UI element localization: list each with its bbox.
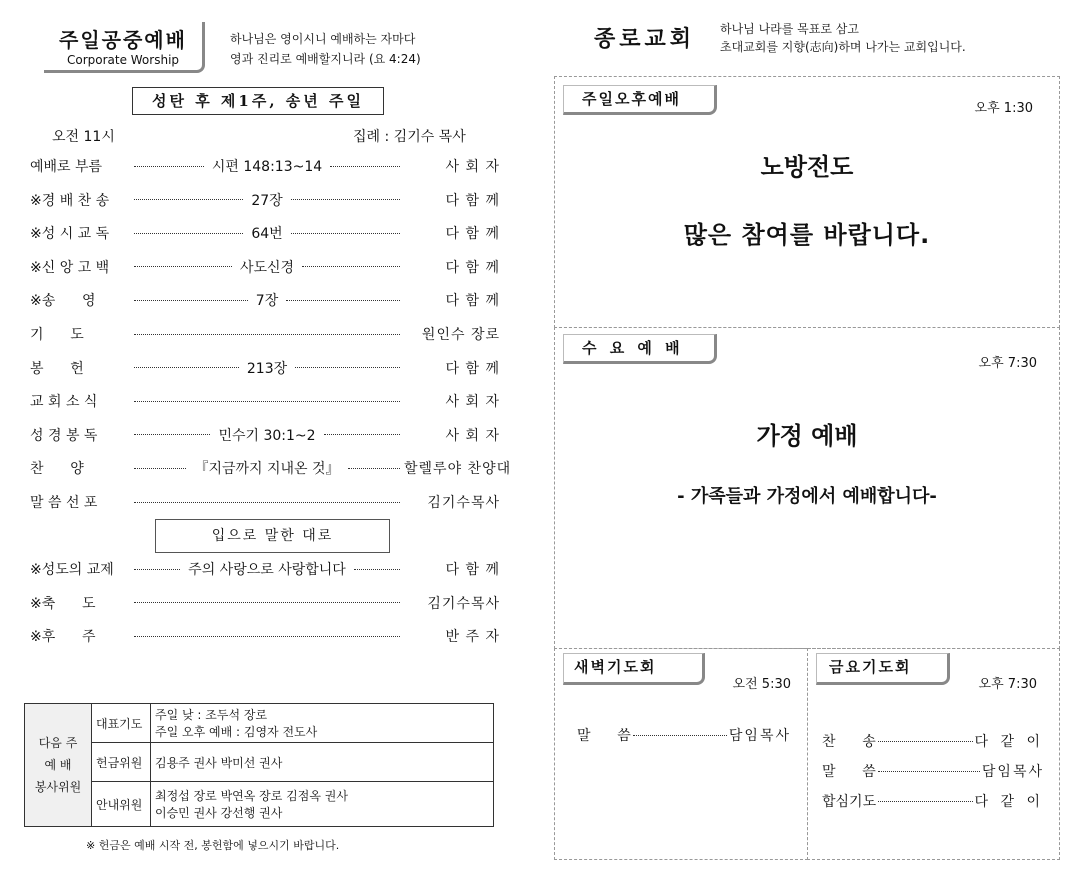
order-row [30,491,500,513]
friday-label-tab [816,653,950,685]
role-usher: 안내위원 [92,782,151,827]
afternoon-line-2: 많은 참여를 바랍니다. [683,221,931,249]
order-label: 말 씀 선 포 [30,495,98,511]
church-name: 종로교회 [594,26,696,52]
next-week-label-3: 봉사위원 [34,780,82,794]
order-label: ※성 시 교 독 [30,226,110,243]
role-offering: 헌금위원 [92,743,151,782]
order-row [30,189,500,211]
order-label: ※후 주 [30,629,96,646]
order-row [30,155,500,177]
order-row [30,558,500,580]
order-label: 기 도 [30,327,84,343]
order-label: 성 경 봉 독 [30,427,98,444]
order-leader: 다 함 께 [445,293,500,310]
motto-line-2: 초대교회를 지향(志向)하며 나가는 교회입니다. [720,40,966,54]
wednesday-line-1: 가정 예배 [756,422,858,450]
order-row [30,625,500,647]
order-row [30,323,500,345]
role-prayer-names [151,704,494,743]
next-week-label [25,704,92,827]
dot-leader [633,735,727,736]
order-label: 봉 헌 [30,360,84,377]
friday-time: 오후 7:30 [978,677,1037,692]
dawn-label: 새벽기도회 [574,658,657,676]
afternoon-line-1: 노방전도 [760,153,854,181]
order-leader: 할렐루야 찬양대 [404,461,512,478]
next-week-label-2: 예 배 [44,758,72,772]
order-row [30,592,500,614]
order-label: ※신 앙 고 백 [30,259,110,276]
order-row [30,457,512,479]
dot-leader [130,257,404,277]
order-leader: 다 함 께 [445,226,500,243]
dot-leader [878,771,980,772]
prayer-line-2: 주일 오후 예배 : 김영자 전도사 [155,725,318,739]
order-row [30,222,500,244]
service-time: 오전 11시 [52,129,115,145]
dot-leader [130,458,404,478]
order-detail: 주의 사랑으로 사랑합니다 [188,562,346,578]
order-leader: 다 함 께 [445,192,500,209]
dawn-label-tab [563,653,705,685]
usher-line-2: 이승민 권사 강선행 권사 [155,806,283,820]
title-en: Corporate Worship [66,53,180,67]
friday-item [822,731,1044,751]
order-detail: 『지금까지 지내온 것』 [194,461,340,478]
order-detail: 213장 [246,360,288,377]
dot-leader [878,741,973,742]
role-prayer: 대표기도 [92,704,151,743]
dot-leader [130,425,404,445]
order-row [30,424,500,446]
order-label: 교 회 소 식 [30,394,98,411]
offering-note: ※ 헌금은 예배 시작 전, 봉헌함에 넣으시기 바랍니다. [86,839,340,852]
wednesday-label-tab [563,334,717,364]
wednesday-line-2: - 가족들과 가정에서 예배합니다- [677,486,937,507]
friday-panel [807,648,1060,860]
dot-leader [130,190,404,210]
order-detail: 7장 [255,293,279,310]
afternoon-label-tab [563,85,717,115]
friday-item-who: 다 같 이 [974,794,1044,810]
next-week-table [24,703,494,827]
dot-leader [130,502,404,503]
verse-line-1: 하나님은 영이시니 예배하는 자마다 [230,32,416,46]
order-row [30,390,500,412]
afternoon-panel [554,76,1060,328]
title-tab [44,22,205,73]
role-offering-names: 김용주 권사 박미선 권사 [151,743,494,782]
friday-item-who: 담임목사 [981,764,1044,780]
order-label: 예배로 부름 [30,159,103,175]
order-row [30,289,500,311]
dawn-time: 오전 5:30 [732,677,791,692]
friday-item [822,761,1044,781]
presider: 집례 : 김기수 목사 [353,129,466,145]
wednesday-panel [554,327,1060,649]
dawn-item [577,725,791,745]
dot-leader [130,602,404,603]
order-leader: 사 회 자 [445,394,500,411]
dot-leader [130,223,404,243]
dot-leader [130,156,404,176]
title-ko: 주일공중예배 [59,28,187,52]
next-week-label-1: 다음 주 [38,736,78,750]
order-leader: 김기수목사 [427,595,500,612]
afternoon-time: 오후 1:30 [974,101,1033,116]
usher-line-1: 최정섭 장로 박연옥 장로 김점옥 권사 [155,789,348,803]
dot-leader [130,636,404,637]
order-leader: 다 함 께 [445,259,500,276]
order-label: 찬 양 [30,461,84,478]
dawn-panel [554,648,808,860]
order-label: ※송 영 [30,293,96,310]
verse-line-2: 영과 진리로 예배할지니라 (요 4:24) [230,52,421,66]
order-leader: 다 함 께 [445,562,500,578]
sunday-title: 성탄 후 제1주, 송년 주일 [132,87,384,115]
order-row [30,256,500,278]
dot-leader [130,401,404,402]
order-detail: 27장 [251,192,283,209]
dawn-item-label: 말 씀 [577,728,631,744]
dot-leader [130,290,404,310]
order-leader: 김기수목사 [427,495,500,511]
wednesday-label: 수 요 예 배 [582,339,684,357]
order-detail: 64번 [251,226,283,243]
friday-label: 금요기도회 [829,658,912,676]
order-leader: 사 회 자 [445,427,500,444]
order-detail: 사도신경 [239,259,295,276]
role-usher-names [151,782,494,827]
prayer-line-1: 주일 낮 : 조두석 장로 [155,708,268,722]
dot-leader [130,334,404,335]
friday-item-label: 찬 송 [822,734,876,750]
friday-item-label: 말 씀 [822,764,876,780]
order-leader: 반 주 자 [445,629,500,646]
friday-item-label: 합심기도 [822,794,877,810]
order-leader: 원인수 장로 [421,327,500,343]
dawn-item-who: 담임목사 [728,728,791,744]
order-leader: 다 함 께 [445,360,500,377]
motto-line-1: 하나님 나라를 목표로 삼고 [720,22,859,36]
sermon-title: 입으로 말한 대로 [155,519,390,553]
afternoon-label: 주일오후예배 [582,90,681,108]
friday-item [822,791,1044,811]
dot-leader [130,358,404,378]
order-label: ※경 배 찬 송 [30,192,110,209]
order-label: ※축 도 [30,595,96,612]
dot-leader [130,559,404,579]
order-detail: 민수기 30:1~2 [218,427,316,444]
friday-item-who: 다 같 이 [974,734,1044,750]
dot-leader [878,801,972,802]
wednesday-time: 오후 7:30 [978,356,1037,371]
order-label: ※성도의 교제 [30,562,114,578]
order-leader: 사 회 자 [445,159,500,175]
order-row [30,357,500,379]
order-detail: 시편 148:13~14 [211,159,323,175]
